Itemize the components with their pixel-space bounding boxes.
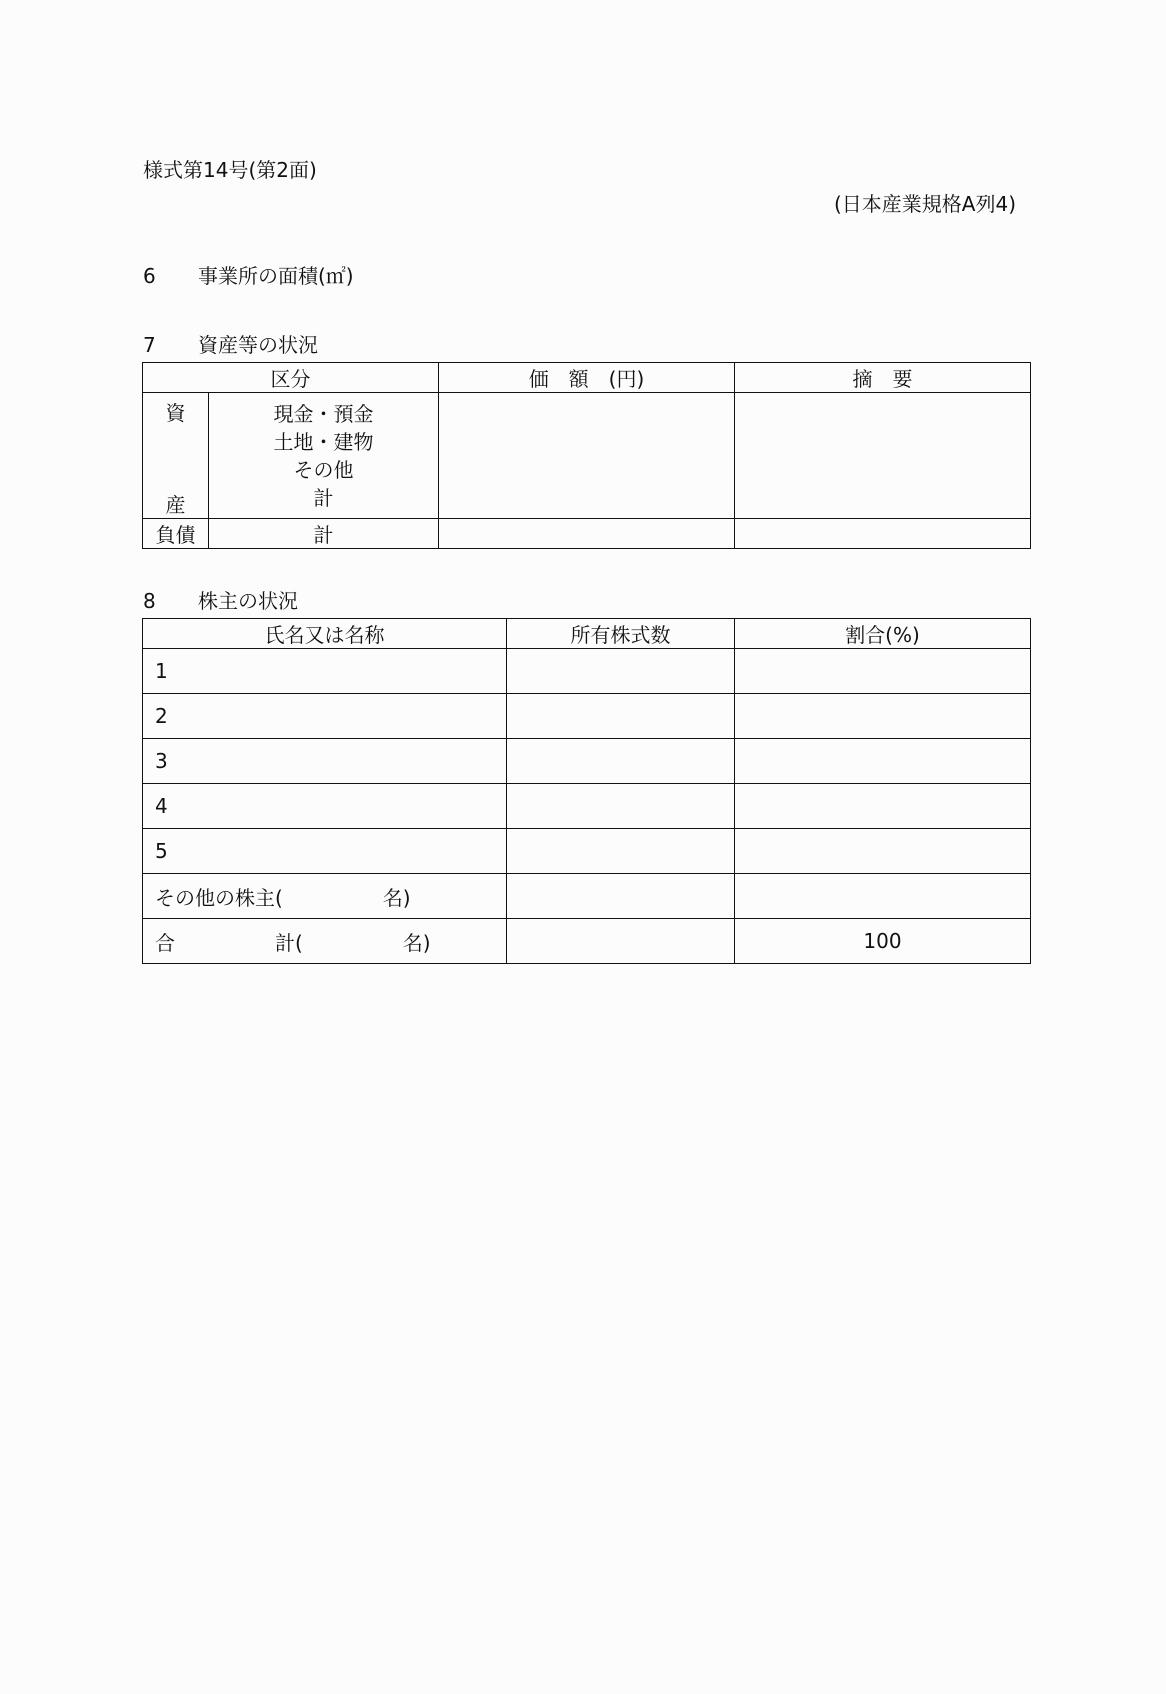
section6-number: 6 [143,264,156,288]
asset-amount-cell[interactable] [439,393,735,519]
others-label: その他の株主( 名) [143,874,507,919]
assets-label [143,393,209,519]
ratio-cell[interactable] [735,784,1031,829]
section6-title: 事業所の面積(㎡) [198,264,354,288]
row-number: 4 [143,784,507,829]
header-summary: 摘 要 [735,363,1031,393]
section8-number: 8 [143,589,156,613]
shares-cell[interactable] [507,919,735,964]
asset-item-total: 計 [313,485,334,510]
form-number: 様式第14号(第2面) [143,158,317,182]
liabilities-total: 計 [209,519,439,549]
shares-cell[interactable] [507,649,735,694]
table-row [143,694,1031,739]
shares-cell[interactable] [507,694,735,739]
paper-size-note: (日本産業規格A列4) [833,192,1016,216]
table-row [143,739,1031,784]
shares-cell[interactable] [507,874,735,919]
total-label: 合 計( 名) [143,919,507,964]
row-number: 5 [143,829,507,874]
total-row [143,919,1031,964]
section7-title: 資産等の状況 [198,333,318,357]
section7-number: 7 [143,333,156,357]
total-ratio: 100 [735,919,1031,964]
ratio-cell[interactable] [735,739,1031,784]
header-amount: 価 額 (円) [439,363,735,393]
shares-cell[interactable] [507,739,735,784]
liabilities-label: 負債 [143,519,209,549]
asset-item-other: その他 [293,457,354,482]
header-shares: 所有株式数 [507,619,735,649]
ratio-cell[interactable] [735,649,1031,694]
shares-cell[interactable] [507,829,735,874]
assets-label-top: 資 [165,401,186,425]
header-name: 氏名又は名称 [143,619,507,649]
shares-cell[interactable] [507,784,735,829]
row-number: 1 [143,649,507,694]
ratio-cell[interactable] [735,874,1031,919]
asset-item-cash: 現金・預金 [273,401,374,426]
others-row [143,874,1031,919]
ratio-cell[interactable] [735,829,1031,874]
table-row [143,829,1031,874]
assets-table [142,362,1031,549]
asset-item-land: 土地・建物 [273,429,374,454]
assets-label-bottom: 産 [165,493,186,517]
asset-items [209,393,439,519]
asset-summary-cell[interactable] [735,393,1031,519]
liabilities-amount-cell[interactable] [439,519,735,549]
row-number: 3 [143,739,507,784]
ratio-cell[interactable] [735,694,1031,739]
liabilities-summary-cell[interactable] [735,519,1031,549]
header-category: 区分 [143,363,439,393]
table-row [143,649,1031,694]
shareholders-table [142,618,1031,964]
header-ratio: 割合(%) [735,619,1031,649]
section8-title: 株主の状況 [198,589,298,613]
row-number: 2 [143,694,507,739]
table-row [143,784,1031,829]
